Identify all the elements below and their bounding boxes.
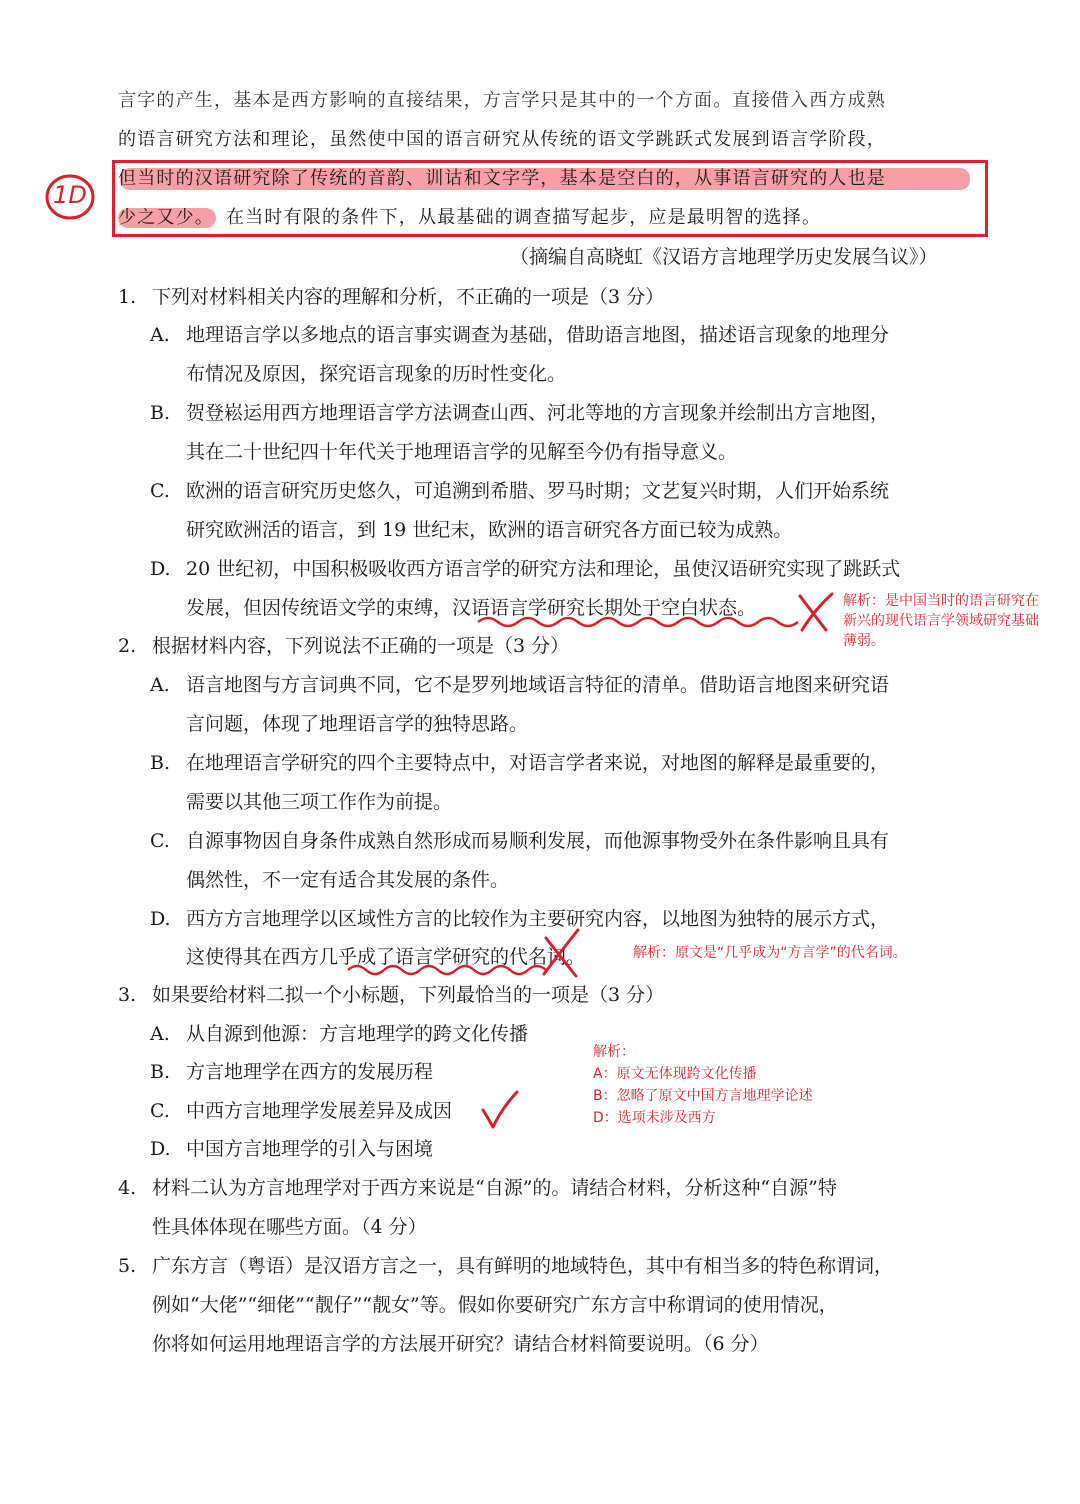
cross-mark-icon [796, 590, 836, 634]
option-text-line: 方言地理学在西方的发展历程 [186, 1061, 434, 1083]
option-text-plain: 这使得其在西方几乎成了 [186, 946, 396, 968]
option-text-line: 中西方言地理学发展差异及成因 [186, 1100, 453, 1122]
option-letter: A. [150, 674, 170, 696]
option-text-line: 地理语言学以多地点的语言事实调查为基础，借助语言地图，描述语言现象的地理分 [186, 324, 890, 346]
option-letter: D. [150, 558, 171, 580]
note-line: 解析： [593, 1044, 635, 1060]
option-text-line: 中国方言地理学的引入与困境 [186, 1138, 434, 1160]
option-text-line: 贺登崧运用西方地理语言学方法调查山西、河北等地的方言现象并绘制出方言地图， [186, 402, 890, 424]
option-letter: A. [150, 1023, 170, 1045]
note-line: 薄弱。 [843, 633, 885, 649]
wavy-underline-icon [348, 962, 548, 980]
option-text-line: 其在二十世纪四十年代关于地理语言学的见解至今仍有指导意义。 [186, 441, 738, 463]
option-letter: B. [150, 402, 171, 424]
option-text-line: 研究欧洲活的语言，到 19 世纪末，欧洲的语言研究各方面已较为成熟。 [186, 519, 793, 541]
option-letter: D. [150, 908, 171, 930]
note-line: B：忽略了原文中国方言地理学论述 [593, 1088, 813, 1104]
question-1-number: 1. [118, 286, 137, 308]
option-letter: C. [150, 480, 170, 502]
checkmark-icon [480, 1090, 520, 1130]
passage-line-2: 的语言研究方法和理论，虽然使中国的语言研究从传统的语文学跳跃式发展到语言学阶段， [118, 129, 886, 150]
option-text-line: 欧洲的语言研究历史悠久，可追溯到希腊、罗马时期；文艺复兴时期，人们开始系统 [186, 480, 890, 502]
question-2-number: 2. [118, 635, 137, 657]
cross-mark-icon [540, 928, 584, 978]
note-line: A：原文无体现跨文化传播 [593, 1066, 757, 1082]
question-3-stem: 如果要给材料二拟一个小标题，下列最恰当的一项是（3 分） [152, 984, 665, 1006]
question-2-stem: 根据材料内容，下列说法不正确的一项是（3 分） [152, 635, 570, 657]
question-5-text-line: 广东方言（粤语）是汉语方言之一，具有鲜明的地域特色，其中有相当多的特色称谓词， [152, 1255, 894, 1277]
option-letter: C. [150, 830, 170, 852]
note-line: D：选项未涉及西方 [593, 1110, 716, 1126]
question-5-text-line: 例如“大佬”“细佬”“靓仔”“靓女”等。假如你要研究广东方言中称谓词的使用情况， [152, 1294, 838, 1316]
option-text-line: 偶然性，不一定有适合其发展的条件。 [186, 869, 510, 891]
option-text-line: 西方方言地理学以区域性方言的比较作为主要研究内容，以地图为独特的展示方式， [186, 908, 890, 930]
option-text-line: 言问题，体现了地理语言学的独特思路。 [186, 713, 529, 735]
circled-annotation [44, 172, 96, 222]
question-4-text-line: 材料二认为方言地理学对于西方来说是“自源”的。请结合材料，分析这种“自源”特 [152, 1177, 837, 1199]
annotation-label: 1D [53, 181, 87, 209]
option-text-plain: 。 [566, 946, 586, 968]
option-letter: A. [150, 324, 170, 346]
question-4-text-line: 性具体体现在哪些方面。（4 分） [152, 1216, 427, 1238]
question-4-number: 4. [118, 1177, 137, 1199]
option-text-line: 在地理语言学研究的四个主要特点中，对语言学者来说，对地图的解释是最重要的， [186, 752, 890, 774]
option-letter: D. [150, 1138, 171, 1160]
option-text-line: 布情况及原因，探究语言现象的历时性变化。 [186, 363, 567, 385]
option-text-plain: 。 [737, 597, 757, 619]
option-text-wavy: 语言学研究的代名词 [395, 946, 567, 968]
option-text-plain: 发展，但因传统语文学的束缚， [186, 597, 453, 619]
question-5-text-line: 你将如何运用地理语言学的方法展开研究？请结合材料简要说明。（6 分） [152, 1333, 769, 1355]
option-text-line: 自源事物因自身条件成熟自然形成而易顺利发展，而他源事物受外在条件影响且具有 [186, 830, 890, 852]
question-1-stem: 下列对材料相关内容的理解和分析，不正确的一项是（3 分） [152, 286, 665, 308]
passage-line-4b: 在当时有限的条件下，从最基础的调查描写起步，应是最明智的选择。 [226, 207, 822, 228]
passage-line-4a: 少之又少。 [118, 207, 214, 228]
question-3-number: 3. [118, 984, 137, 1006]
option-text-line: 需要以其他三项工作作为前提。 [186, 791, 453, 813]
option-text-line: 语言地图与方言词典不同，它不是罗列地域语言特征的清单。借助语言地图来研究语 [186, 674, 890, 696]
passage-line-3: 但当时的汉语研究除了传统的音韵、训诂和文字学，基本是空白的，从事语言研究的人也是 [118, 168, 886, 189]
option-letter: B. [150, 752, 171, 774]
passage-line-1: 言字的产生，基本是西方影响的直接结果，方言学只是其中的一个方面。直接借入西方成熟 [118, 90, 886, 111]
citation: （摘编自高晓虹《汉语方言地理学历史发展刍议》） [510, 246, 938, 268]
question-2-note: 解析：原文是“几乎成为“方言学”的代名词。 [633, 945, 907, 961]
option-text-line: 从自源到他源：方言地理学的跨文化传播 [186, 1023, 529, 1045]
option-text-line: 20 世纪初，中国积极吸收西方语言学的研究方法和理论，虽使汉语研究实现了跳跃式 [186, 558, 901, 580]
option-letter: B. [150, 1061, 171, 1083]
note-line: 解析：是中国当时的语言研究在 [843, 593, 1039, 609]
wavy-underline-icon [478, 614, 808, 634]
question-5-number: 5. [118, 1255, 137, 1277]
option-letter: C. [150, 1100, 170, 1122]
note-line: 新兴的现代语言学领域研究基础 [843, 613, 1039, 629]
option-text-wavy: 汉语语言学研究长期处于空白状态 [452, 597, 738, 619]
